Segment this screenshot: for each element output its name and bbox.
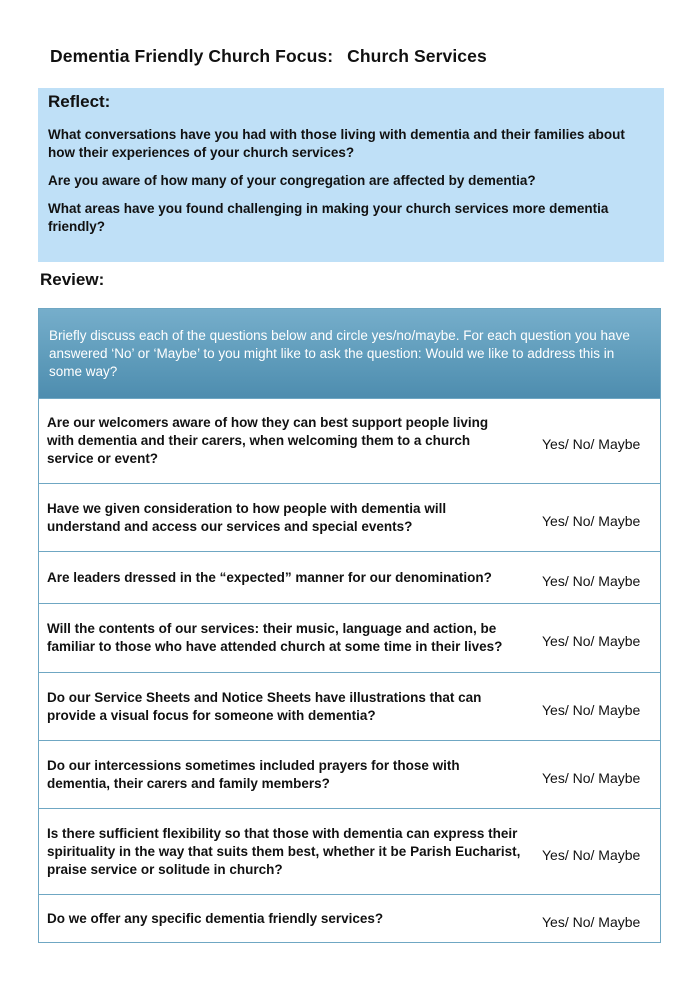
reflect-question: What areas have you found challenging in making your church services more dementia friendly? — [48, 201, 609, 234]
review-question: Do our Service Sheets and Notice Sheets have illustrations that can provide a visual focus for someone with dementia? — [47, 689, 482, 723]
table-row — [39, 808, 660, 894]
review-heading: Review: — [40, 270, 105, 289]
reflect-question: Are you aware of how many of your congregation are affected by dementia? — [48, 173, 536, 188]
review-question: Are leaders dressed in the “expected” manner for our denomination? — [47, 569, 492, 585]
reflect-heading: Reflect: — [48, 92, 111, 111]
table-row — [39, 740, 660, 808]
table-row — [39, 551, 660, 603]
review-question: Are our welcomers aware of how they can best support people living with dementia and their carers, when welcoming them to a church service or event? — [47, 415, 489, 466]
answer-options[interactable]: Yes/ No/ Maybe — [542, 436, 641, 452]
reflect-question: What conversations have you had with those living with dementia and their families about how their experiences of your church services? — [48, 127, 625, 160]
answer-options[interactable]: Yes/ No/ Maybe — [542, 913, 641, 930]
review-question: Do we offer any specific dementia friendly services? — [47, 910, 384, 926]
answer-options[interactable]: Yes/ No/ Maybe — [542, 572, 641, 589]
review-question: Have we given consideration to how people with dementia will understand and access our services and special events? — [47, 500, 447, 534]
page-title-prefix: Dementia Friendly Church Focus: — [50, 46, 334, 66]
page-title-topic: Church Services — [347, 46, 487, 66]
table-row — [39, 894, 660, 942]
review-question: Is there sufficient flexibility so that those with dementia can express their spirituality in the way that suits them best, whether it be Parish Eucharist, praise service or solitude in church? — [47, 825, 521, 877]
reflect-section — [38, 88, 664, 262]
answer-options[interactable]: Yes/ No/ Maybe — [542, 701, 641, 718]
answer-options[interactable]: Yes/ No/ Maybe — [542, 846, 641, 863]
table-row — [39, 483, 660, 551]
review-question: Do our intercessions sometimes included prayers for those with dementia, their carers and family members? — [47, 757, 460, 791]
review-question: Will the contents of our services: their music, language and action, be familiar to those who have attended church at some time in their lives? — [47, 621, 503, 654]
answer-options[interactable]: Yes/ No/ Maybe — [542, 512, 641, 529]
answer-options[interactable]: Yes/ No/ Maybe — [542, 633, 641, 649]
table-row — [39, 398, 660, 483]
answer-options[interactable]: Yes/ No/ Maybe — [542, 769, 641, 786]
page-title — [50, 46, 487, 67]
table-row — [39, 672, 660, 740]
review-table — [38, 308, 661, 943]
review-intro: Briefly discuss each of the questions below and circle yes/no/maybe. For each question you have answered ‘No’ or ‘Maybe’ to you might like to ask the question: Would we like to address this in some way? — [39, 309, 660, 398]
table-row — [39, 603, 660, 672]
